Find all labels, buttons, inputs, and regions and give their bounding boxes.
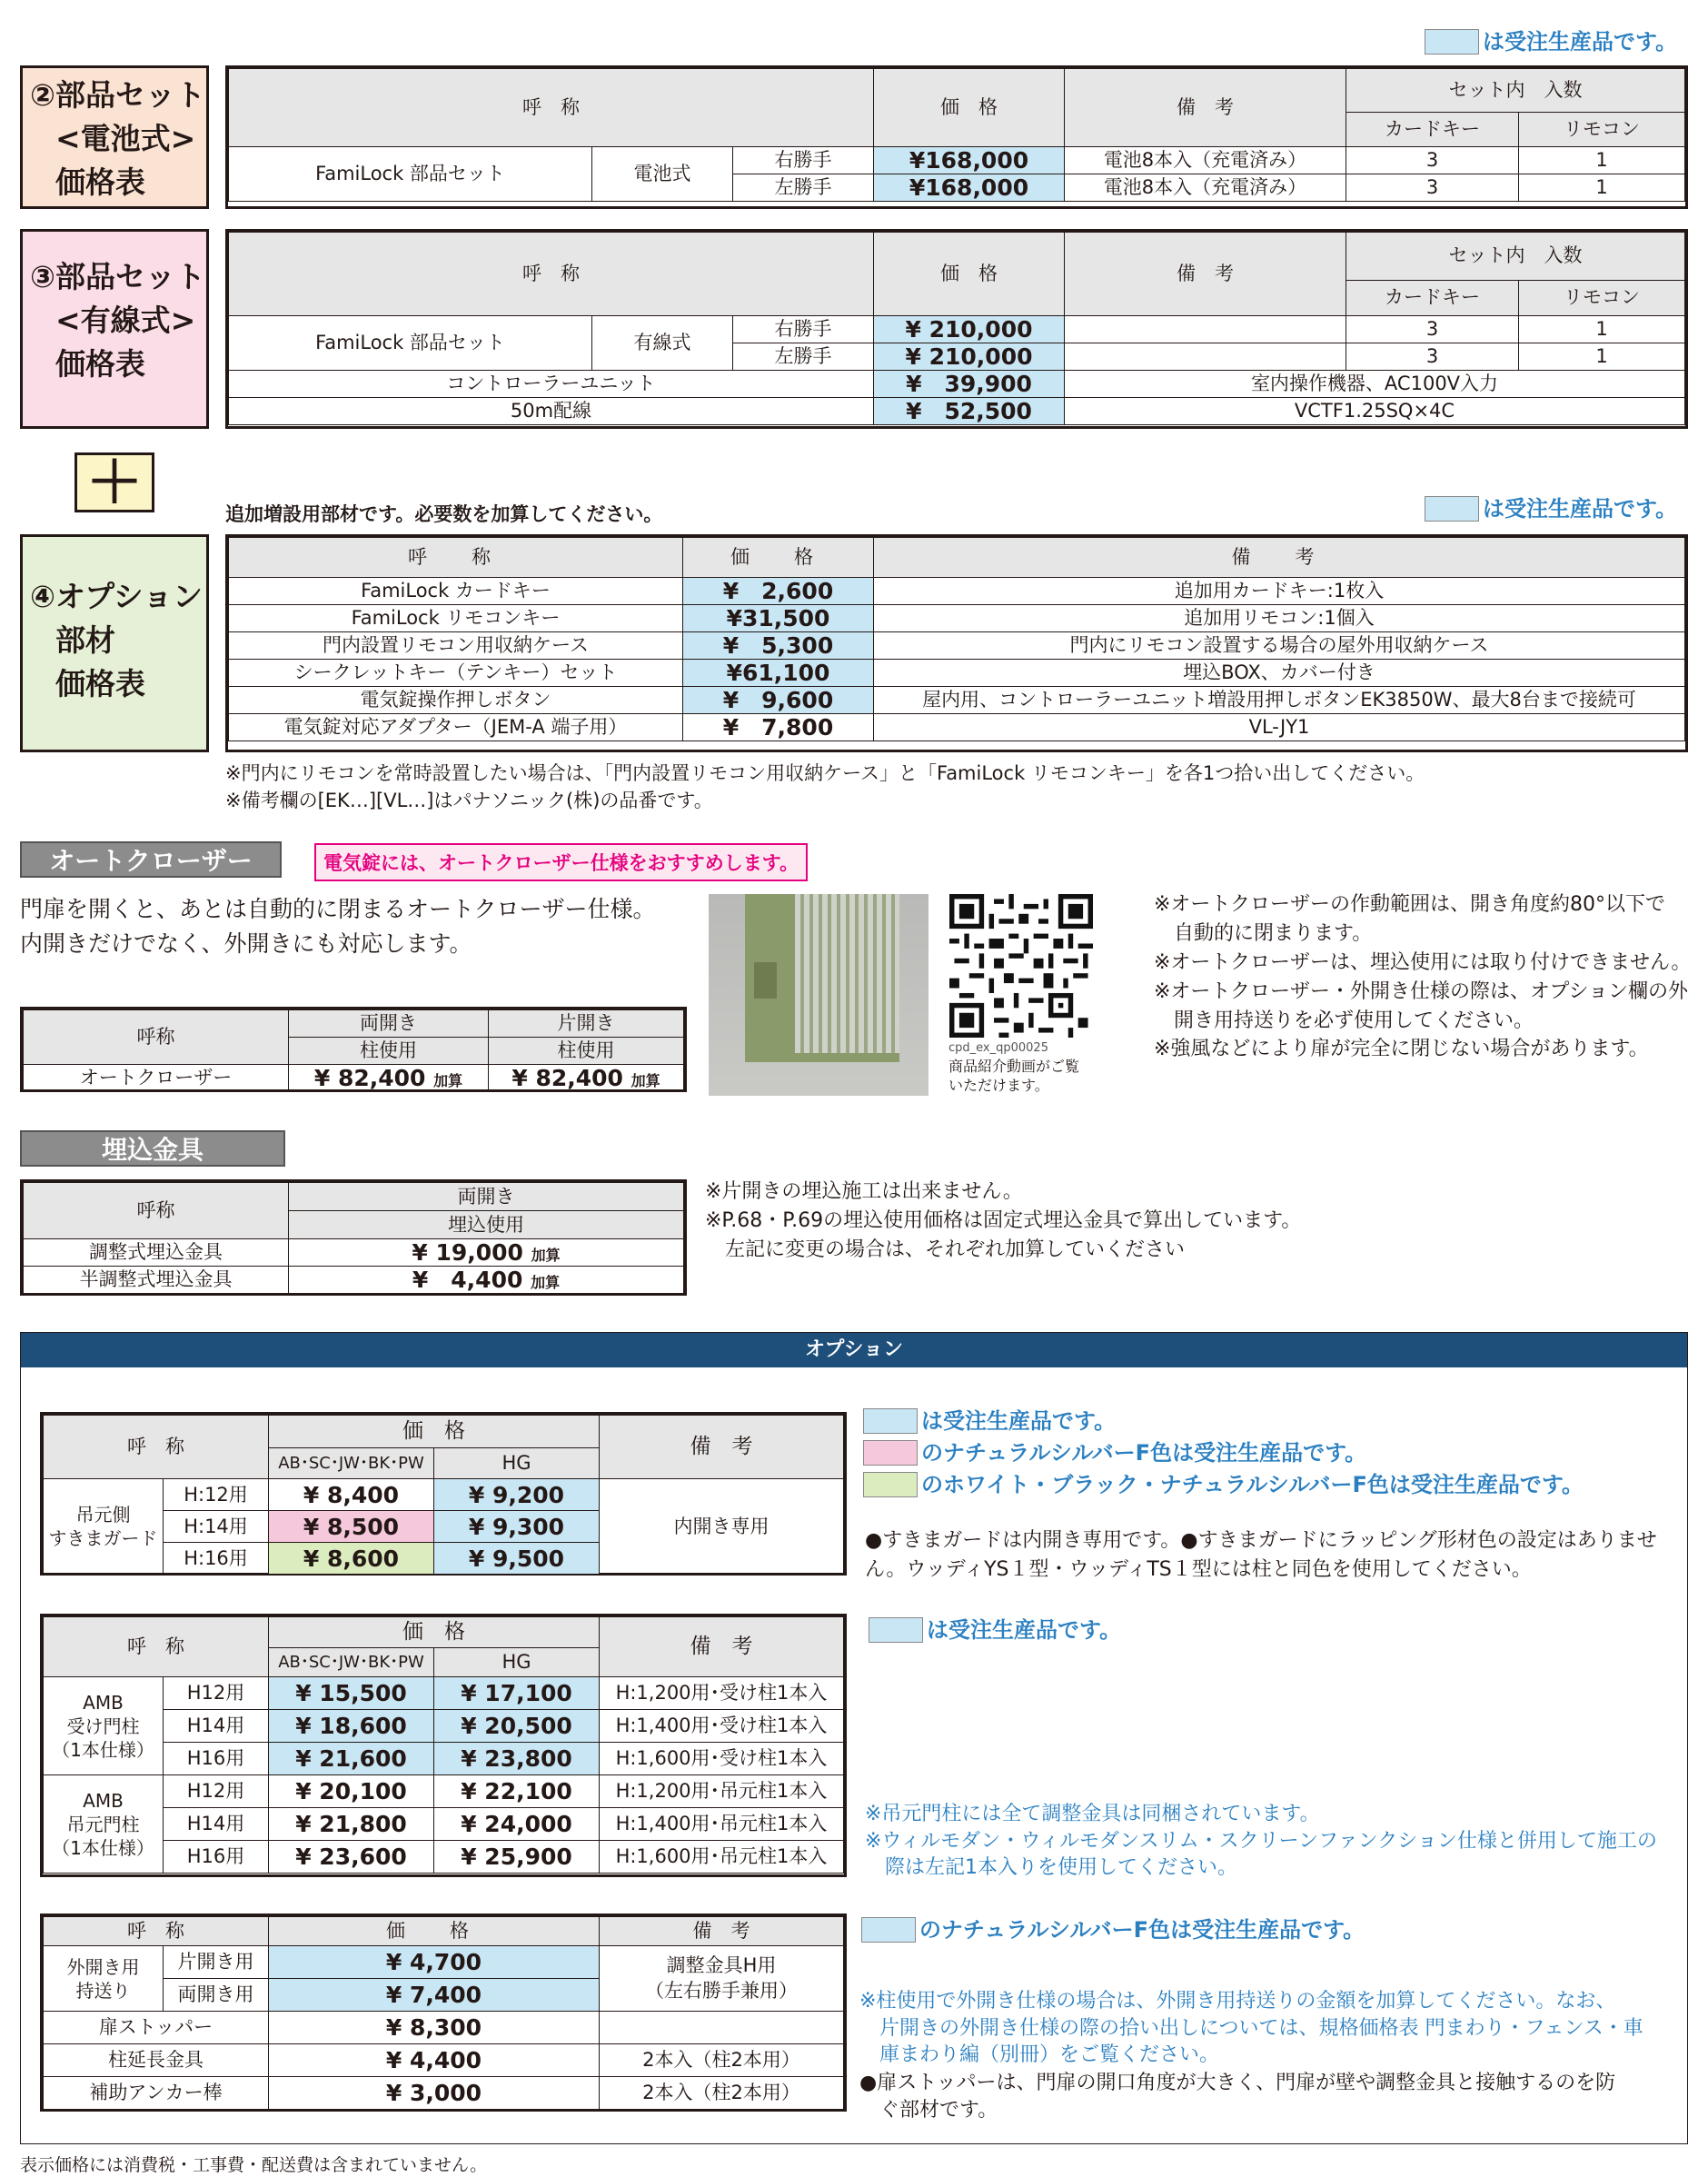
price-color1: ¥ 15,500 [269, 1677, 434, 1710]
product-type: 電池式 [592, 147, 733, 202]
header-remote: リモコン [1519, 112, 1685, 146]
header-price: 価 格 [269, 1416, 600, 1448]
misc-notes-black: ●扉ストッパーは、門扉の開口角度が大きく、門扉が壁や調整金具と接触するのを防 ぐ部材です。 [859, 2072, 1616, 2122]
item-name: 補助アンカー棒 [44, 2077, 269, 2110]
item-price: ¥ 4,400 [412, 1267, 523, 1293]
header-note: 備 考 [600, 1917, 844, 1946]
autocloser-notes: ※オートクローザーの作動範囲は、開き角度約80°以下で 自動的に閉まります。 ※オートクローザーは、埋込使用には取り付けできません。 ※オートクローザー・外開き仕様の際は、オプション欄の外 開き用持送りを必ず使用してください。 ※強風などにより扉が完全に閉じない場合があります。 [1154, 893, 1692, 1061]
price-color2: ¥ 17,100 [434, 1677, 600, 1710]
price-color2: ¥ 22,100 [434, 1775, 600, 1808]
header-price: 価 格 [269, 1917, 600, 1946]
wire-name: 50m配線 [229, 398, 874, 425]
remote-count: 1 [1519, 174, 1685, 202]
product-type: 有線式 [592, 316, 733, 371]
note [1065, 343, 1346, 371]
autocloser-table: 呼称 両開き 片開き 柱使用 柱使用 オートクローザー ¥ 82,400 加算 ¥ 82,400 加算 [20, 1007, 687, 1092]
header-card: カードキー [1346, 112, 1519, 146]
price-color2: ¥ 9,200 [434, 1479, 600, 1511]
table-row [229, 578, 1685, 605]
note: 電池8本入（充電済み） [1065, 147, 1346, 174]
header-price: 価 格 [874, 69, 1065, 147]
legend-order: は受注生産品です。 [1425, 29, 1677, 55]
table-row: 調整式埋込金具 ¥ 19,000 加算 [24, 1239, 684, 1267]
note: H:1,200用･吊元柱1本入 [600, 1775, 844, 1808]
header-name: 呼 称 [44, 1416, 269, 1479]
controller-price: ¥ 39,900 [874, 371, 1065, 398]
item-note: 追加用リモコン:1個入 [874, 605, 1685, 632]
header-note: 備 考 [600, 1416, 844, 1479]
price-color1: ¥ 21,800 [269, 1808, 434, 1841]
card-count: 3 [1346, 174, 1519, 202]
item-note: 埋込BOX、カバー付き [874, 660, 1685, 687]
size: H16用 [164, 1743, 269, 1775]
sec2-table [225, 65, 1688, 209]
legend-swatch-blue [861, 1917, 916, 1943]
header-price: 価 格 [874, 233, 1065, 316]
note [1065, 316, 1346, 343]
misc-group: 外開き用 持送り [44, 1946, 164, 2012]
price-color1: ¥ 20,100 [269, 1775, 434, 1808]
item-note: 屋内用、コントローラーユニット増設用押しボタンEK3850W、最大8台まで接続可 [874, 687, 1685, 714]
item-name: オートクローザー [24, 1065, 289, 1092]
legend-swatch-blue [863, 1408, 918, 1434]
size: H14用 [164, 1808, 269, 1841]
hand: 左勝手 [733, 343, 874, 371]
remote-count: 1 [1519, 316, 1685, 343]
item-name: 電気錠操作押しボタン [229, 687, 683, 714]
item-name: 門内設置リモコン用収納ケース [229, 632, 683, 660]
note: 電池8本入（充電済み） [1065, 174, 1346, 202]
amb-group-receiving: AMB 受け門柱 （1本仕様） [44, 1677, 164, 1775]
misc-table [40, 1914, 847, 2112]
price: ¥ 210,000 [874, 343, 1065, 371]
item-name: 調整式埋込金具 [24, 1239, 289, 1267]
note: H:1,600用･吊元柱1本入 [600, 1841, 844, 1874]
embed-title: 埋込金具 [20, 1130, 285, 1167]
card-count: 3 [1346, 343, 1519, 371]
price-color2: ¥ 24,000 [434, 1808, 600, 1841]
size: H:16用 [164, 1543, 269, 1575]
table-row: 半調整式埋込金具 ¥ 4,400 加算 [24, 1267, 684, 1294]
card-count: 3 [1346, 147, 1519, 174]
table-row [229, 714, 1685, 741]
wire-price: ¥ 52,500 [874, 398, 1065, 425]
amb-group-hinge: AMB 吊元門柱 （1本仕様） [44, 1775, 164, 1874]
remote-count: 1 [1519, 343, 1685, 371]
item-name: FamiLock リモコンキー [229, 605, 683, 632]
header-remote: リモコン [1519, 280, 1685, 315]
item-price: ¥ 3,000 [269, 2077, 600, 2110]
header-single: 片開き [489, 1010, 684, 1038]
embed-table [20, 1179, 687, 1296]
footer-note: 表示価格には消費税・工事費・配送費は含まれていません。 [20, 2155, 488, 2175]
header-post: 柱使用 [489, 1038, 684, 1065]
size: H12用 [164, 1677, 269, 1710]
item-price: ¥ 4,400 [269, 2044, 600, 2077]
price-color1: ¥ 8,400 [269, 1479, 434, 1511]
item-name: FamiLock カードキー [229, 578, 683, 605]
header-card: カードキー [1346, 280, 1519, 315]
item-name: 半調整式埋込金具 [24, 1267, 289, 1294]
table-row [44, 2044, 844, 2077]
sub-type: 両開き用 [164, 1979, 269, 2012]
qr-code-id: cpd_ex_qp00025 [948, 1041, 1048, 1055]
price-color2: ¥ 25,900 [434, 1841, 600, 1874]
sec4-label: ④オプション 部材 価格表 [20, 534, 209, 752]
qr-code-icon [948, 894, 1094, 1038]
price-color1: ¥ 8,500 [269, 1511, 434, 1543]
product-name: FamiLock 部品セット [229, 316, 592, 371]
price: ¥168,000 [874, 174, 1065, 202]
legend-order-2: は受注生産品です。 [1425, 496, 1677, 522]
header-name: 呼 称 [229, 69, 874, 147]
note: H:1,400用･受け柱1本入 [600, 1710, 844, 1743]
table-row [229, 687, 1685, 714]
price-single: ¥ 82,400 [511, 1065, 623, 1091]
controller-name: コントローラーユニット [229, 371, 874, 398]
price-color1: ¥ 23,600 [269, 1841, 434, 1874]
qr-caption: 商品紹介動画がご覧 いただけます。 [948, 1058, 1080, 1094]
table-row [229, 605, 1685, 632]
note: H:1,600用･受け柱1本入 [600, 1743, 844, 1775]
options-title: オプション [21, 1333, 1687, 1367]
misc-notes-blue: ※柱使用で外開き仕様の場合は、外開き用持送りの金額を加算してください。なお、 片開きの外開き仕様の際の拾い出しについては、規格価格表 門まわり・フェンス・車 庫まわり編（別冊）をご覧ください。 [859, 1990, 1643, 2067]
header-note: 備 考 [1065, 233, 1346, 316]
item-name: シークレットキー（テンキー）セット [229, 660, 683, 687]
header-note: 備 考 [600, 1617, 844, 1677]
size: H12用 [164, 1775, 269, 1808]
item-price: ¥ 2,600 [683, 578, 874, 605]
legend-swatch-green [863, 1472, 918, 1497]
header-double: 両開き [289, 1183, 684, 1211]
table-row [44, 2077, 844, 2110]
gate-slats [795, 894, 899, 1053]
header-color2: HG [434, 1448, 600, 1479]
gap-guard-table [40, 1412, 847, 1576]
sec4-intro: 追加増設用部材です。必要数を加算してください。 [225, 503, 663, 525]
note: H:1,200用･受け柱1本入 [600, 1677, 844, 1710]
sub-type: 片開き用 [164, 1946, 269, 1979]
amb-table [40, 1614, 847, 1877]
amb-legend: は受注生産品です。 [869, 1617, 1121, 1643]
size: H14用 [164, 1710, 269, 1743]
price-color2: ¥ 9,500 [434, 1543, 600, 1575]
price-color2: ¥ 9,300 [434, 1511, 600, 1543]
price: ¥ 210,000 [874, 316, 1065, 343]
header-double: 両開き [289, 1010, 489, 1038]
hand: 右勝手 [733, 316, 874, 343]
autocloser-recommend: 電気錠には、オートクローザー仕様をおすすめします。 [314, 843, 808, 881]
hand: 左勝手 [733, 174, 874, 202]
item-note: 門内にリモコン設置する場合の屋外用収納ケース [874, 632, 1685, 660]
table-row [229, 660, 1685, 687]
item-price: ¥ 7,400 [269, 1979, 600, 2012]
legend-swatch-blue [869, 1617, 923, 1643]
item-note: VL-JY1 [874, 714, 1685, 741]
autocloser-desc: 門扉を開くと、あとは自動的に閉まるオートクローザー仕様。 内開きだけでなく、外開きにも対応します。 [20, 896, 656, 957]
size: H:14用 [164, 1511, 269, 1543]
wire-note: VCTF1.25SQ×4C [1065, 398, 1685, 425]
price-color1: ¥ 18,600 [269, 1710, 434, 1743]
header-note: 備 考 [1065, 69, 1346, 147]
legend-swatch-blue [1425, 29, 1479, 55]
item-name: 電気錠対応アダプター（JEM-A 端子用） [229, 714, 683, 741]
item-name: 扉ストッパー [44, 2012, 269, 2044]
header-color1: AB･SC･JW･BK･PW [269, 1648, 434, 1677]
gap-remarks: ●すきまガードは内開き専用です。●すきまガードにラッピング形材色の設定はありませ ん。ウッディYS１型・ウッディTS１型には柱と同色を使用してください。 [865, 1529, 1657, 1581]
price-color2: ¥ 23,800 [434, 1743, 600, 1775]
price-color1: ¥ 8,600 [269, 1543, 434, 1575]
legend-swatch-pink [863, 1440, 918, 1466]
header-price: 価 格 [683, 538, 874, 578]
note: H:1,400用･吊元柱1本入 [600, 1808, 844, 1841]
header-post: 柱使用 [289, 1038, 489, 1065]
header-price: 価 格 [269, 1617, 600, 1648]
header-note: 備 考 [874, 538, 1685, 578]
header-name: 呼 称 [229, 233, 874, 316]
header-name: 呼 称 [229, 538, 683, 578]
remote-count: 1 [1519, 147, 1685, 174]
header-set: セット内 入数 [1346, 69, 1685, 113]
item-price: ¥61,100 [683, 660, 874, 687]
header-use: 埋込使用 [289, 1211, 684, 1239]
item-price: ¥ 4,700 [269, 1946, 600, 1979]
price-color2: ¥ 20,500 [434, 1710, 600, 1743]
item-note: 追加用カードキー:1枚入 [874, 578, 1685, 605]
item-price: ¥ 7,800 [683, 714, 874, 741]
item-price: ¥ 5,300 [683, 632, 874, 660]
item-price: ¥ 8,300 [269, 2012, 600, 2044]
table-row [44, 2012, 844, 2044]
header-name: 呼称 [24, 1183, 289, 1239]
autocloser-title: オートクローザー [20, 841, 282, 878]
card-count: 3 [1346, 316, 1519, 343]
price-double: ¥ 82,400 [313, 1065, 426, 1091]
header-name: 呼 称 [44, 1917, 269, 1946]
sec2-label: ②部品セット <電池式> 価格表 [20, 65, 209, 209]
controller-note: 室内操作機器、AC100V入力 [1065, 371, 1685, 398]
product-photo [709, 894, 928, 1096]
hand: 右勝手 [733, 147, 874, 174]
plus-icon: ＋ [74, 452, 154, 512]
sec4-notes: ※門内にリモコンを常時設置したい場合は、「門内設置リモコン用収納ケース」と「FamiLock リモコンキー」を各1つ拾い出してください。 ※備考欄の[EK…][VL…]はパナソニック(株)の品番です。 [225, 762, 1425, 812]
sec4-table [225, 534, 1688, 752]
sec3-table [225, 229, 1688, 429]
gap-legend: は受注生産品です。 のナチュラルシルバーF色は受注生産品です。 のホワイト・ブラック・ナチュラルシルバーF色は受注生産品です。 [863, 1408, 1584, 1497]
embed-notes: ※片開きの埋込施工は出来ません。 ※P.68・P.69の埋込使用価格は固定式埋込金具で算出しています。 左記に変更の場合は、それぞれ加算していください [705, 1180, 1302, 1261]
legend-swatch-blue [1425, 496, 1479, 522]
size: H16用 [164, 1841, 269, 1874]
sec3-label: ③部品セット <有線式> 価格表 [20, 229, 209, 429]
size: H:12用 [164, 1479, 269, 1511]
item-price: ¥ 19,000 [412, 1239, 523, 1266]
header-color2: HG [434, 1648, 600, 1677]
item-note: 2本入（柱2本用） [600, 2044, 844, 2077]
misc-group-note: 調整金具H用 （左右勝手兼用） [600, 1946, 844, 2012]
closer-device [754, 962, 777, 999]
item-name: 柱延長金具 [44, 2044, 269, 2077]
price-color1: ¥ 21,600 [269, 1743, 434, 1775]
header-color1: AB･SC･JW･BK･PW [269, 1448, 434, 1479]
header-name: 呼 称 [44, 1617, 269, 1677]
gap-note: 内開き専用 [600, 1479, 844, 1575]
price: ¥168,000 [874, 147, 1065, 174]
header-set: セット内 入数 [1346, 233, 1685, 281]
item-note: 2本入（柱2本用） [600, 2077, 844, 2110]
amb-notes: ※吊元門柱には全て調整金具は同梱されています。 ※ウィルモダン・ウィルモダンスリム・スクリーンファンクション仕様と併用して施工の 際は左記1本入りを使用してください。 [865, 1803, 1657, 1880]
table-row [229, 632, 1685, 660]
item-price: ¥31,500 [683, 605, 874, 632]
gap-group: 吊元側 すきまガード [44, 1479, 164, 1575]
header-name: 呼称 [24, 1010, 289, 1065]
item-price: ¥ 9,600 [683, 687, 874, 714]
item-note [600, 2012, 844, 2044]
product-name: FamiLock 部品セット [229, 147, 592, 202]
misc-legend: のナチュラルシルバーF色は受注生産品です。 [861, 1917, 1365, 1943]
